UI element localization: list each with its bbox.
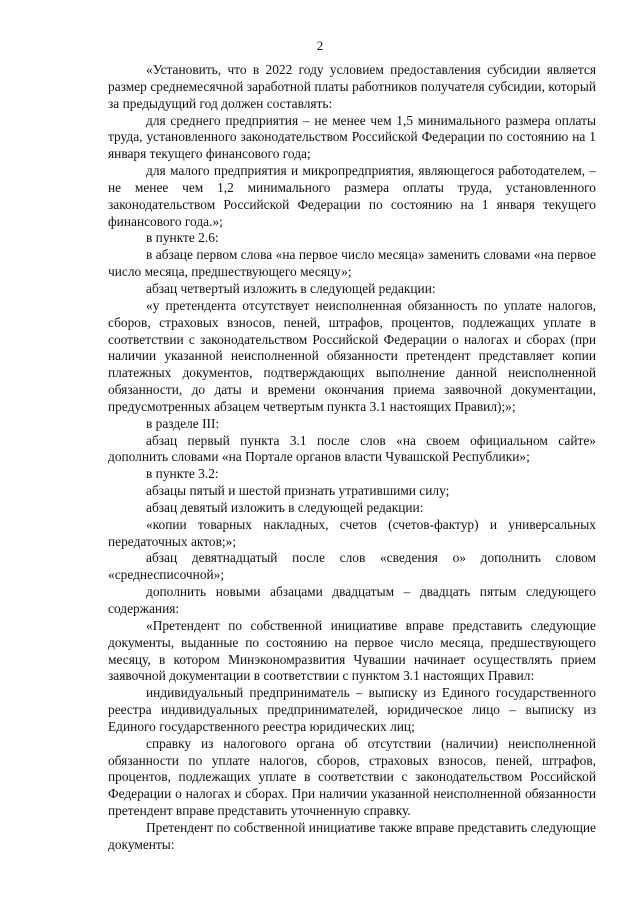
document-body bbox=[108, 62, 596, 854]
paragraph: Претендент по собственной инициативе также вправе представить следующие документы: bbox=[108, 819, 596, 852]
paragraph: в разделе III: bbox=[146, 415, 220, 431]
paragraph: в пункте 2.6: bbox=[146, 230, 219, 246]
paragraph: «Претендент по собственной инициативе вправе представить следующие документы, выданные по состоянию на первое число месяца, предшествующего месяцу, в котором Минэкономразвития Чувашии начинает осуществлять прием заявочной документации в соответствии с пунктом 3.1 настоящих Правил: bbox=[108, 617, 596, 684]
paragraph: абзацы пятый и шестой признать утратившими силу; bbox=[146, 483, 450, 499]
paragraph: абзац девятнадцатый после слов «сведения о» дополнить словом «среднесписочной»; bbox=[108, 550, 596, 583]
paragraph: дополнить новыми абзацами двадцатым – двадцать пятым следующего содержания: bbox=[108, 584, 596, 616]
paragraph: для малого предприятия и микропредприятия, являющегося работодателем, – не менее чем 1,2 минимального размера оплаты труда, установленного законодательством Российской Федерации по состоянию на 1 января текущего финансового года.»; bbox=[108, 163, 596, 229]
paragraph: «Установить, что в 2022 году условием предоставления субсидии является размер среднемесячной заработной платы работников получателя субсидии, который за предыдущий год должен составлять: bbox=[108, 62, 596, 111]
paragraph: абзац четвертый изложить в следующей редакции: bbox=[146, 280, 436, 296]
paragraph: абзац первый пункта 3.1 после слов «на своем официальном сайте» дополнить словами «на Портале органов власти Чувашской Республики»; bbox=[108, 432, 596, 465]
paragraph: в пункте 3.2: bbox=[146, 466, 219, 482]
paragraph: индивидуальный предприниматель – выписку из Единого государственного реестра индивидуальных предпринимателей, юридическое лицо – выписку из Единого государственного реестра юридических лиц; bbox=[108, 685, 596, 734]
paragraph: в абзаце первом слова «на первое число месяца» заменить словами «на первое число месяца, предшествующего месяцу»; bbox=[108, 247, 596, 280]
paragraph: для среднего предприятия – не менее чем 1,5 минимального размера оплаты труда, установленного законодательством Российской Федерации по состоянию на 1 января текущего финансового года; bbox=[108, 112, 596, 162]
paragraph: абзац девятый изложить в следующей редакции: bbox=[146, 499, 424, 515]
paragraph: справку из налогового органа об отсутствии (наличии) неисполненной обязанности по уплате налогов, сборов, страховых взносов, пеней, штрафов, процентов, подлежащих уплате в соответствии с законодательством Российской Федерации о налогах и сборах. При наличии указанной неисполненной обязанности претендент вправе представить уточненную справку. bbox=[108, 735, 596, 819]
paragraph: «у претендента отсутствует неисполненная обязанность по уплате налогов, сборов, страховых взносов, пеней, штрафов, процентов, подлежащих уплате в соответствии с законодательством Российской Федерации о налогах и сборах (при наличии указанной неисполненной обязанности претендент представляет копии платежных документов, подтверждающих выполнение данной неисполненной обязанности, до даты и времени окончания приема заявочной документации, предусмотренных абзацем четвертым пункта 3.1 настоящих Правил);»; bbox=[108, 297, 596, 414]
page-number: 2 bbox=[316, 38, 324, 53]
paragraph: «копии товарных накладных, счетов (счетов-фактур) и универсальных передаточных актов;»; bbox=[108, 516, 596, 549]
